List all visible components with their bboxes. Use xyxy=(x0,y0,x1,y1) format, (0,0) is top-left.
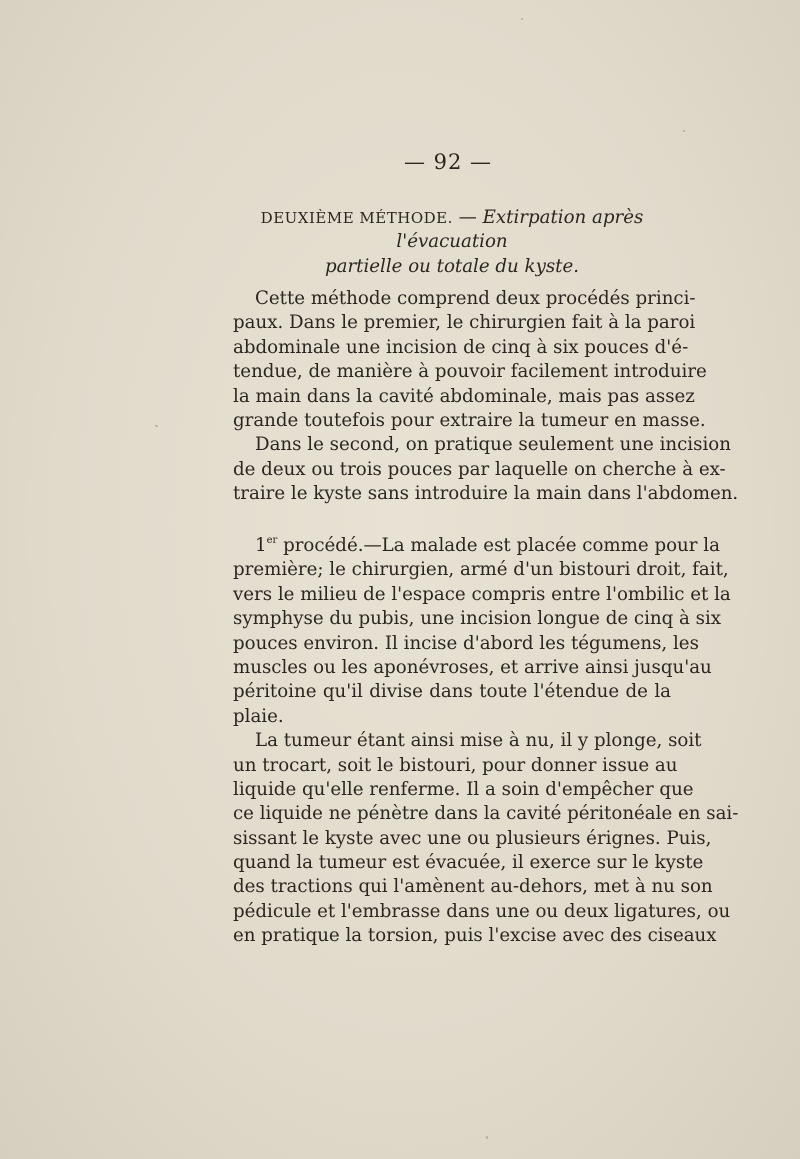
method-label: DEUXIÈME MÉTHODE. xyxy=(260,209,453,227)
text-line: première; le chirurgien, armé d'un bistouri droit, fait, xyxy=(233,559,729,581)
page-number: — 92 — xyxy=(403,150,493,174)
procedure-heading: procédé.—La malade est placée comme pour la xyxy=(277,535,720,556)
text-line: symphyse du pubis, une incision longue de cinq à six xyxy=(233,608,722,630)
heading-title-2: partielle ou totale du kyste. xyxy=(324,255,580,277)
text-line: péritoine qu'il divise dans toute l'étendue de la xyxy=(233,681,671,703)
heading-line-1 xyxy=(233,206,671,255)
ordinal-number: 1 xyxy=(255,535,267,556)
heading-title-1: Extirpation après l'évacuation xyxy=(396,207,644,253)
text-line: sissant le kyste avec une ou plusieurs érignes. Puis, xyxy=(233,827,712,849)
text-line: muscles ou les aponévroses, et arrive ainsi jusqu'au xyxy=(233,656,712,678)
text-line: pouces environ. Il incise d'abord les tégumens, les xyxy=(233,632,699,654)
text-line xyxy=(233,534,720,558)
text-line: pédicule et l'embrasse dans une ou deux ligatures, ou xyxy=(233,900,731,922)
section-heading xyxy=(233,206,671,279)
text-line: vers le milieu de l'espace compris entre l'ombilic et la xyxy=(233,583,731,605)
text-line: de deux ou trois pouces par laquelle on cherche à ex- xyxy=(233,458,726,480)
text-line: quand la tumeur est évacuée, il exerce sur le kyste xyxy=(233,852,704,874)
text-line: un trocart, soit le bistouri, pour donner issue au xyxy=(233,754,678,776)
text-line: paux. Dans le premier, le chirurgien fait à la paroi xyxy=(233,312,696,334)
text-line: tendue, de manière à pouvoir facilement introduire xyxy=(233,361,707,383)
paper-speck xyxy=(683,130,685,132)
paragraph-intro xyxy=(233,287,739,507)
text-line: Cette méthode comprend deux procédés princi- xyxy=(255,288,696,309)
paper-speck xyxy=(521,18,523,20)
text-line: La tumeur étant ainsi mise à nu, il y plonge, soit xyxy=(255,730,702,752)
paper-speck xyxy=(155,425,158,427)
text-line: ce liquide ne pénètre dans la cavité péritonéale en sai- xyxy=(233,803,739,825)
paper-speck xyxy=(486,1136,488,1139)
heading-dash: — xyxy=(452,207,483,228)
ordinal-suffix: er xyxy=(266,535,278,546)
text-line: des tractions qui l'amènent au-dehors, met à nu son xyxy=(233,876,713,898)
text-line: traire le kyste sans introduire la main dans l'abdomen. xyxy=(233,483,739,505)
text-line: plaie. xyxy=(233,705,284,727)
text-line: liquide qu'elle renferme. Il a soin d'empêcher que xyxy=(233,778,694,800)
text-line: grande toutefois pour extraire la tumeur en masse. xyxy=(233,409,706,431)
text-line: la main dans la cavité abdominale, mais pas assez xyxy=(233,385,695,407)
paragraph-first-procedure xyxy=(233,534,739,949)
text-line: en pratique la torsion, puis l'excise avec des ciseaux xyxy=(233,925,717,947)
text-line: Dans le second, on pratique seulement une incision xyxy=(255,434,731,456)
text-line: abdominale une incision de cinq à six pouces d'é- xyxy=(233,336,689,358)
